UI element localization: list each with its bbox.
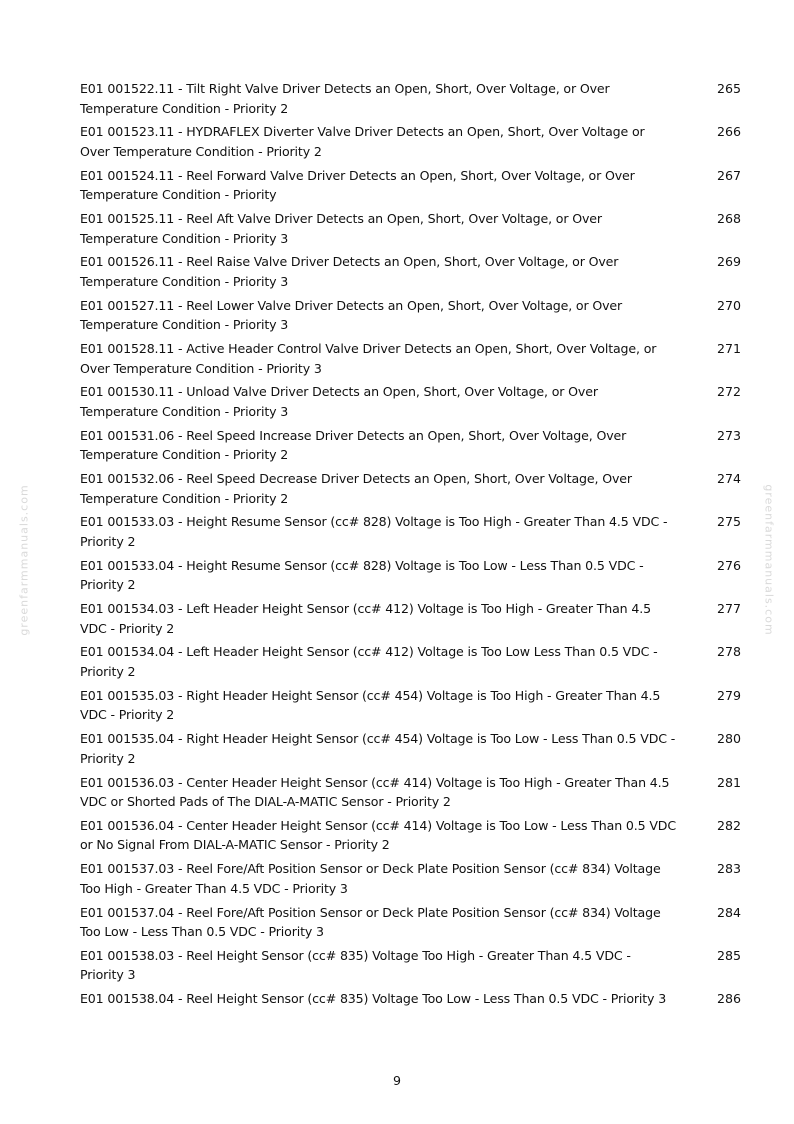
toc-entry-title[interactable]: E01 001536.03 - Center Header Height Sensor (cc# 414) Voltage is Too High - Greater Than 4.5 VDC or Shorted Pads of The DIAL-A-MATIC Sensor - Priority 2	[80, 774, 670, 809]
toc-entry-title[interactable]: E01 001538.04 - Reel Height Sensor (cc# 835) Voltage Too Low - Less Than 0.5 VDC - Priority 3	[80, 991, 667, 1007]
toc-entry-page[interactable]: 265	[716, 81, 741, 96]
toc-entry-page[interactable]: 271	[716, 341, 741, 357]
toc-entry-title[interactable]: E01 001524.11 - Reel Forward Valve Driver Detects an Open, Short, Over Voltage, or Over Temperature Condition - Priority	[80, 167, 635, 203]
toc-entry[interactable]	[80, 252, 742, 295]
toc-entry-title[interactable]: E01 001535.03 - Right Header Height Sensor (cc# 454) Voltage is Too High - Greater Than 4.5 VDC - Priority 2	[80, 687, 661, 723]
toc-entry-title[interactable]: E01 001525.11 - Reel Aft Valve Driver Detects an Open, Short, Over Voltage, or Over Temperature Condition - Priority 3	[80, 211, 602, 246]
toc-entry-page[interactable]: 274	[716, 471, 741, 487]
toc-entry-page[interactable]: 277	[716, 601, 741, 617]
toc-entry[interactable]	[80, 209, 742, 252]
toc-entry-page[interactable]: 268	[716, 211, 741, 227]
toc-entry-page[interactable]: 266	[716, 124, 741, 140]
toc-entry-page[interactable]: 286	[716, 991, 741, 1007]
toc-entry-page[interactable]: 283	[716, 861, 741, 877]
toc-entry-page[interactable]: 276	[716, 557, 741, 573]
toc-entry-page[interactable]: 272	[716, 384, 741, 400]
toc-entry[interactable]	[80, 296, 742, 339]
table-of-contents	[80, 79, 742, 1033]
toc-entry-page[interactable]: 269	[716, 254, 741, 270]
toc-entry-title[interactable]: E01 001531.06 - Reel Speed Increase Driver Detects an Open, Short, Over Voltage, Over Temperature Condition - Priority 2	[80, 427, 627, 463]
toc-entry-page[interactable]: 280	[716, 731, 741, 747]
toc-entry[interactable]	[80, 79, 742, 122]
toc-entry[interactable]	[80, 426, 742, 469]
toc-entry-page[interactable]: 270	[716, 297, 741, 313]
toc-entry-title[interactable]: E01 001532.06 - Reel Speed Decrease Driver Detects an Open, Short, Over Voltage, Over Temperature Condition - Priority 2	[80, 471, 632, 506]
toc-entry[interactable]	[80, 512, 742, 555]
toc-entry[interactable]	[80, 122, 742, 165]
toc-entry[interactable]	[80, 599, 742, 642]
toc-entry-title[interactable]: E01 001535.04 - Right Header Height Sensor (cc# 454) Voltage is Too Low - Less Than 0.5 VDC - Priority 2	[80, 731, 676, 766]
toc-entry-page[interactable]: 275	[716, 514, 741, 530]
toc-entry-page[interactable]: 281	[716, 774, 741, 790]
toc-entry-title[interactable]: E01 001523.11 - HYDRAFLEX Diverter Valve Driver Detects an Open, Short, Over Voltage or Over Temperature Condition - Priority 2	[80, 124, 645, 159]
toc-entry[interactable]	[80, 339, 742, 382]
toc-entry-title[interactable]: E01 001534.03 - Left Header Height Sensor (cc# 412) Voltage is Too High - Greater Than 4.5 VDC - Priority 2	[80, 601, 651, 636]
toc-entry-title[interactable]: E01 001538.03 - Reel Height Sensor (cc# 835) Voltage Too High - Greater Than 4.5 VDC - Priority 3	[80, 947, 631, 983]
page-number: 9	[392, 1073, 401, 1088]
toc-entry-page[interactable]: 282	[716, 817, 741, 833]
toc-entry[interactable]	[80, 773, 742, 816]
toc-entry-title[interactable]: E01 001536.04 - Center Header Height Sensor (cc# 414) Voltage is Too Low - Less Than 0.5 VDC or No Signal From DIAL-A-MATIC Sensor - Priority 2	[80, 817, 676, 853]
toc-entry[interactable]	[80, 859, 742, 902]
toc-entry[interactable]	[80, 686, 742, 729]
toc-entry[interactable]	[80, 166, 742, 209]
toc-entry-title[interactable]: E01 001522.11 - Tilt Right Valve Driver Detects an Open, Short, Over Voltage, or Over Temperature Condition - Priority 2	[80, 81, 610, 116]
toc-entry-title[interactable]: E01 001526.11 - Reel Raise Valve Driver Detects an Open, Short, Over Voltage, or Over Temperature Condition - Priority 3	[80, 254, 619, 289]
toc-entry-page[interactable]: 279	[716, 687, 741, 703]
toc-entry-title[interactable]: E01 001534.04 - Left Header Height Sensor (cc# 412) Voltage is Too Low Less Than 0.5 VDC - Priority 2	[80, 644, 658, 679]
toc-entry-title[interactable]: E01 001530.11 - Unload Valve Driver Detects an Open, Short, Over Voltage, or Over Temperature Condition - Priority 3	[80, 384, 598, 419]
toc-entry-title[interactable]: E01 001527.11 - Reel Lower Valve Driver Detects an Open, Short, Over Voltage, or Over Temperature Condition - Priority 3	[80, 297, 623, 333]
toc-entry[interactable]	[80, 382, 742, 425]
watermark-right: greenfarmmanuals.com	[762, 484, 776, 636]
toc-entry[interactable]	[80, 989, 742, 1032]
toc-entry-title[interactable]: E01 001528.11 - Active Header Control Valve Driver Detects an Open, Short, Over Voltage, or Over Temperature Condition - Priority 3	[80, 341, 657, 376]
toc-entry[interactable]	[80, 903, 742, 946]
toc-entry-page[interactable]: 278	[716, 644, 741, 660]
toc-entry-page[interactable]: 273	[716, 427, 741, 443]
toc-entry[interactable]	[80, 642, 742, 685]
toc-entry-title[interactable]: E01 001537.04 - Reel Fore/Aft Position Sensor or Deck Plate Position Sensor (cc# 834) Voltage Too Low - Less Than 0.5 VDC - Priority 3	[80, 904, 661, 940]
toc-entry[interactable]	[80, 729, 742, 772]
toc-entry-title[interactable]: E01 001533.03 - Height Resume Sensor (cc# 828) Voltage is Too High - Greater Than 4.5 VDC - Priority 2	[80, 514, 668, 549]
toc-entry-page[interactable]: 267	[716, 167, 741, 183]
toc-entry-page[interactable]: 285	[716, 947, 741, 963]
watermark-left: greenfarmmanuals.com	[17, 484, 31, 636]
toc-entry[interactable]	[80, 469, 742, 512]
toc-entry[interactable]	[80, 816, 742, 859]
toc-entry-title[interactable]: E01 001537.03 - Reel Fore/Aft Position Sensor or Deck Plate Position Sensor (cc# 834) Voltage Too High - Greater Than 4.5 VDC - Priority 3	[80, 861, 661, 896]
toc-entry-page[interactable]: 284	[716, 904, 741, 920]
toc-entry-title[interactable]: E01 001533.04 - Height Resume Sensor (cc# 828) Voltage is Too Low - Less Than 0.5 VDC - Priority 2	[80, 557, 644, 593]
toc-entry[interactable]	[80, 556, 742, 599]
toc-entry[interactable]	[80, 946, 742, 989]
